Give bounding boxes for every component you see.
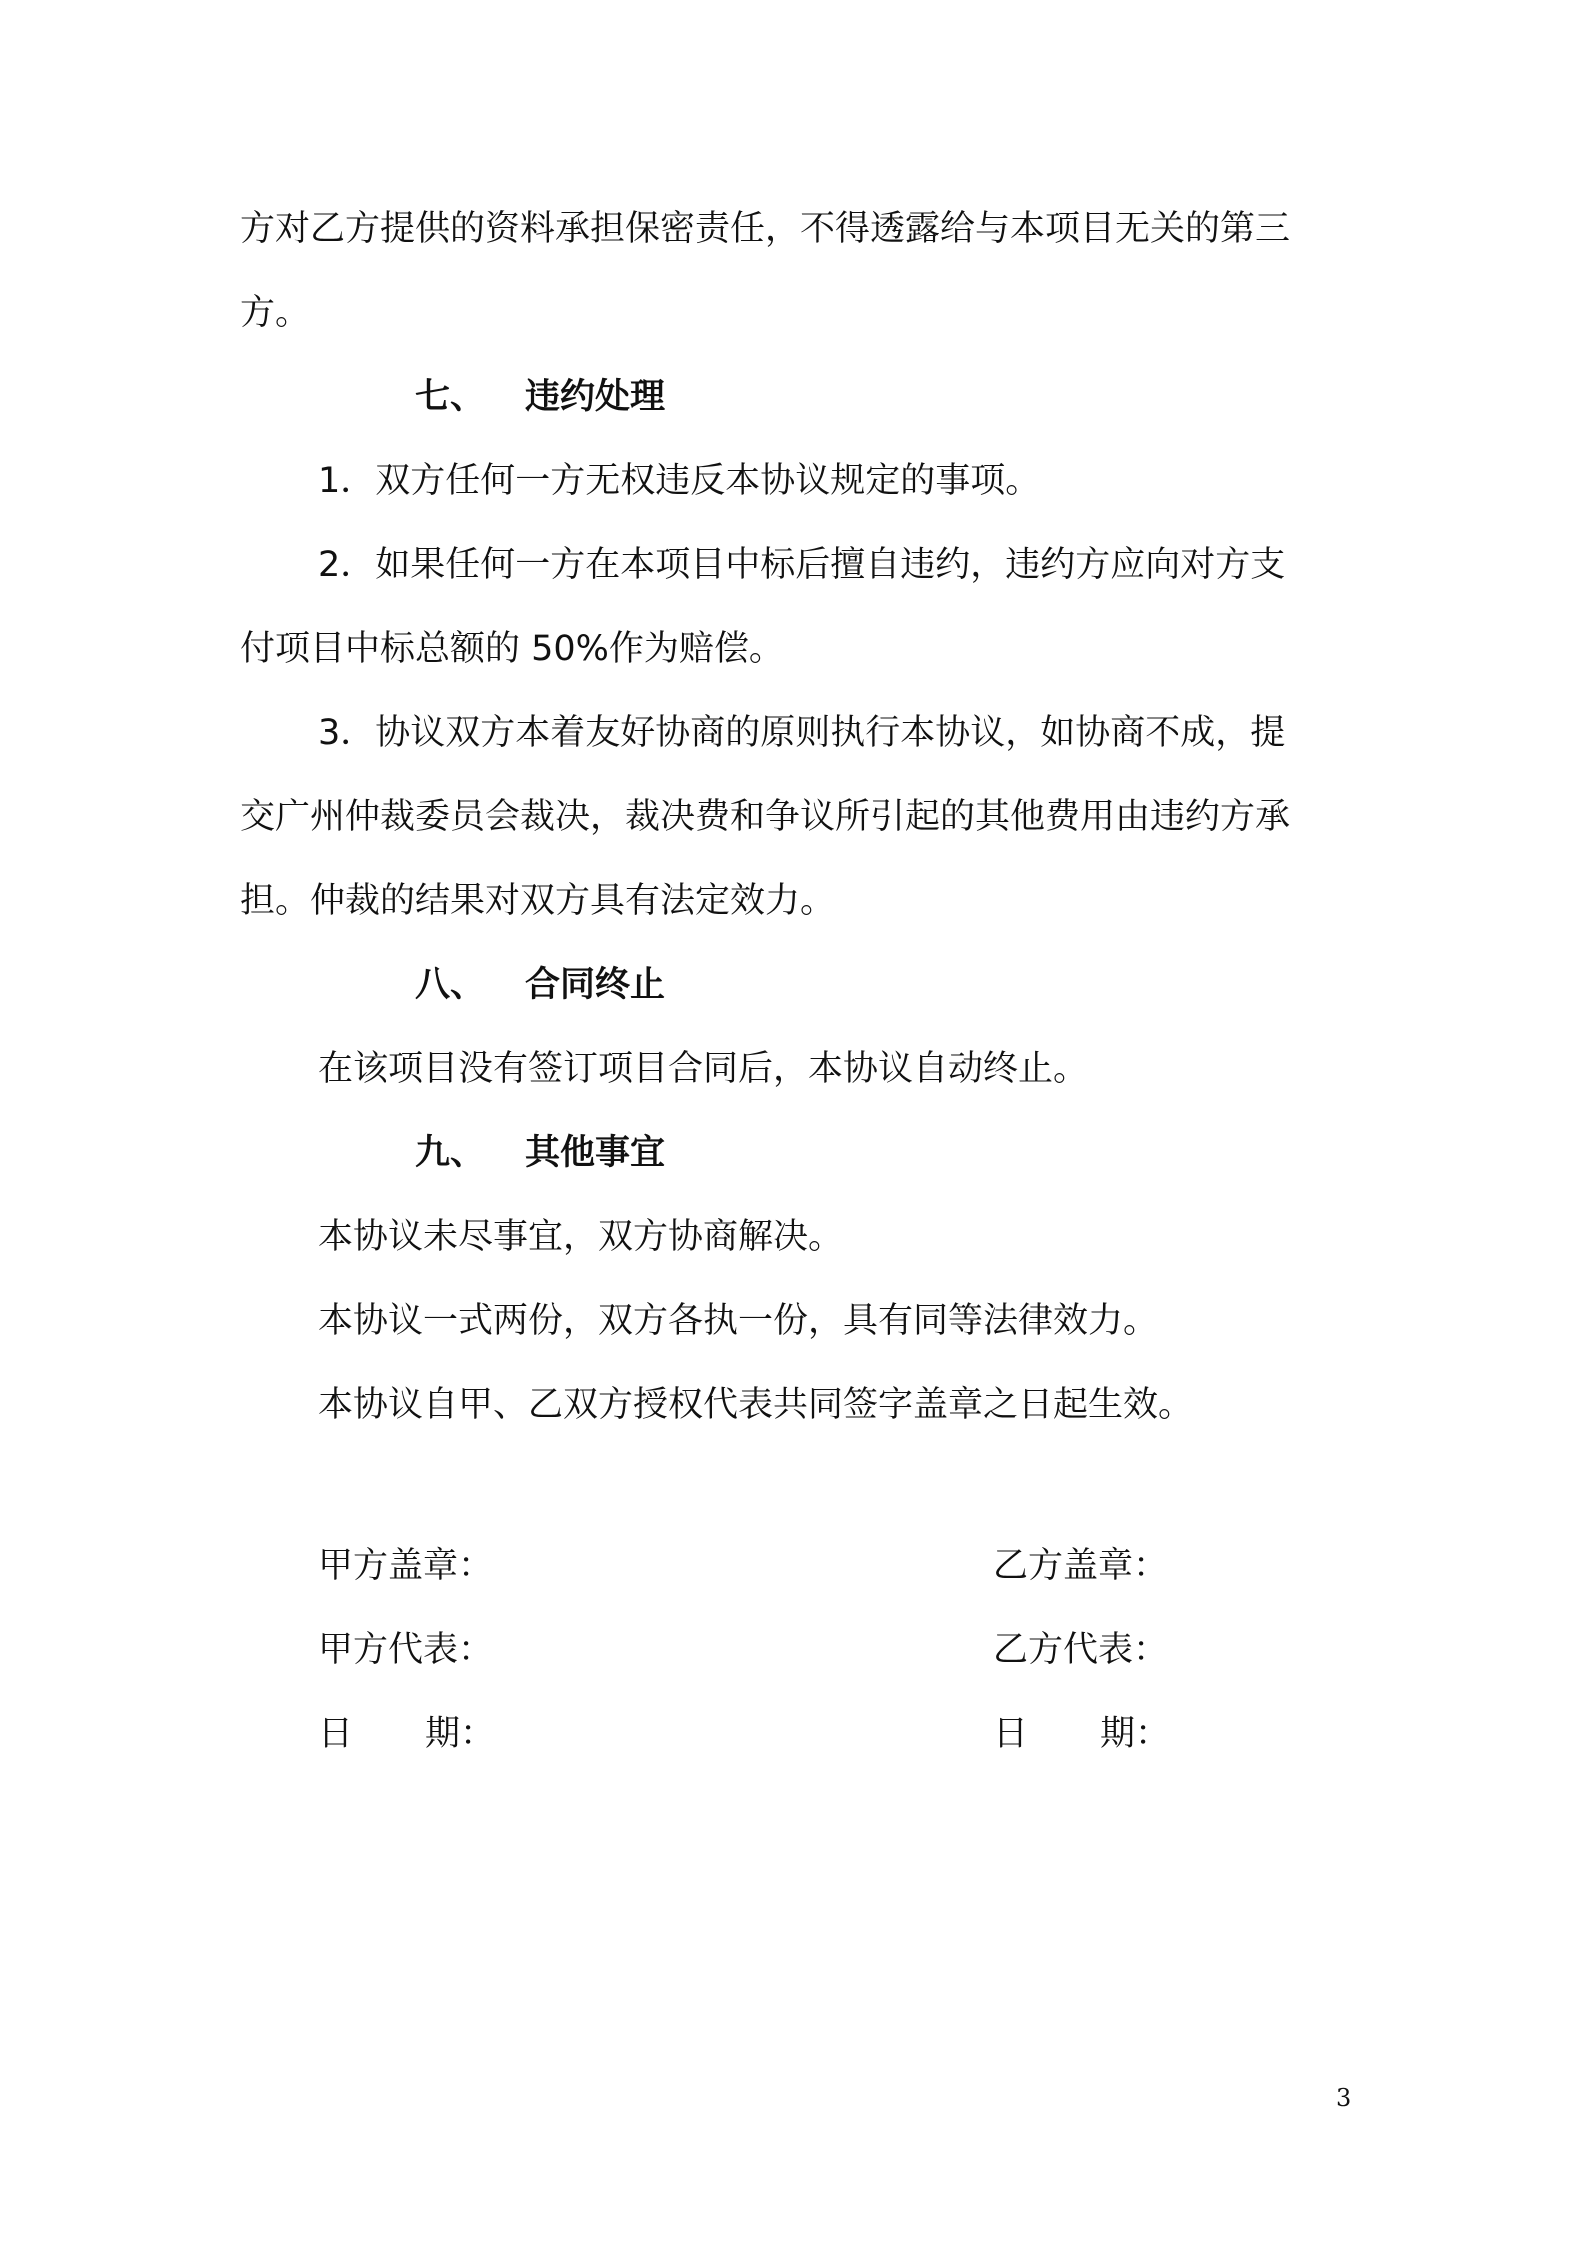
section-7-item-2-line-1: 2．如果任何一方在本项目中标后擅自违约，违约方应向对方支	[318, 545, 1286, 585]
party-a-seal-label: 甲方盖章：	[318, 1546, 494, 1586]
page-number: 3	[1336, 2084, 1352, 2112]
section-7-heading	[415, 374, 665, 420]
party-a-date-char-2: 期：	[425, 1714, 496, 1754]
section-9-text-2: 本协议一式两份，双方各执一份，具有同等法律效力。	[318, 1301, 1159, 1341]
section-7-title: 违约处理	[525, 377, 666, 417]
party-a-date-char-1: 日	[318, 1714, 354, 1754]
party-b-date-char-1: 日	[993, 1714, 1029, 1754]
party-b-seal-label: 乙方盖章：	[993, 1546, 1169, 1586]
party-b-rep-label: 乙方代表：	[993, 1630, 1169, 1670]
party-a-rep-label: 甲方代表：	[318, 1630, 494, 1670]
continuation-line-1: 方对乙方提供的资料承担保密责任，不得透露给与本项目无关的第三	[240, 209, 1291, 249]
section-8-heading	[415, 962, 665, 1008]
party-a-date-label	[318, 1711, 495, 1757]
section-8-text: 在该项目没有签订项目合同后，本协议自动终止。	[318, 1049, 1089, 1089]
section-7-number: 七、	[415, 377, 486, 417]
section-9-number: 九、	[415, 1133, 486, 1173]
party-b-date-char-2: 期：	[1100, 1714, 1171, 1754]
party-b-date-label	[993, 1711, 1170, 1757]
section-8-number: 八、	[415, 965, 486, 1005]
section-7-item-3-line-2: 交广州仲裁委员会裁决，裁决费和争议所引起的其他费用由违约方承	[240, 797, 1291, 837]
section-7-item-2-line-2: 付项目中标总额的 50%作为赔偿。	[240, 629, 784, 669]
section-9-text-3: 本协议自甲、乙双方授权代表共同签字盖章之日起生效。	[318, 1385, 1194, 1425]
section-9-text-1: 本协议未尽事宜，双方协商解决。	[318, 1217, 844, 1257]
continuation-line-2: 方。	[240, 293, 311, 333]
section-8-title: 合同终止	[525, 965, 666, 1005]
section-9-heading	[415, 1130, 665, 1176]
section-9-title: 其他事宜	[525, 1133, 666, 1173]
section-7-item-3-line-1: 3．协议双方本着友好协商的原则执行本协议，如协商不成，提	[318, 713, 1286, 753]
section-7-item-1: 1．双方任何一方无权违反本协议规定的事项。	[318, 461, 1041, 501]
section-7-item-3-line-3: 担。仲裁的结果对双方具有法定效力。	[240, 881, 836, 921]
